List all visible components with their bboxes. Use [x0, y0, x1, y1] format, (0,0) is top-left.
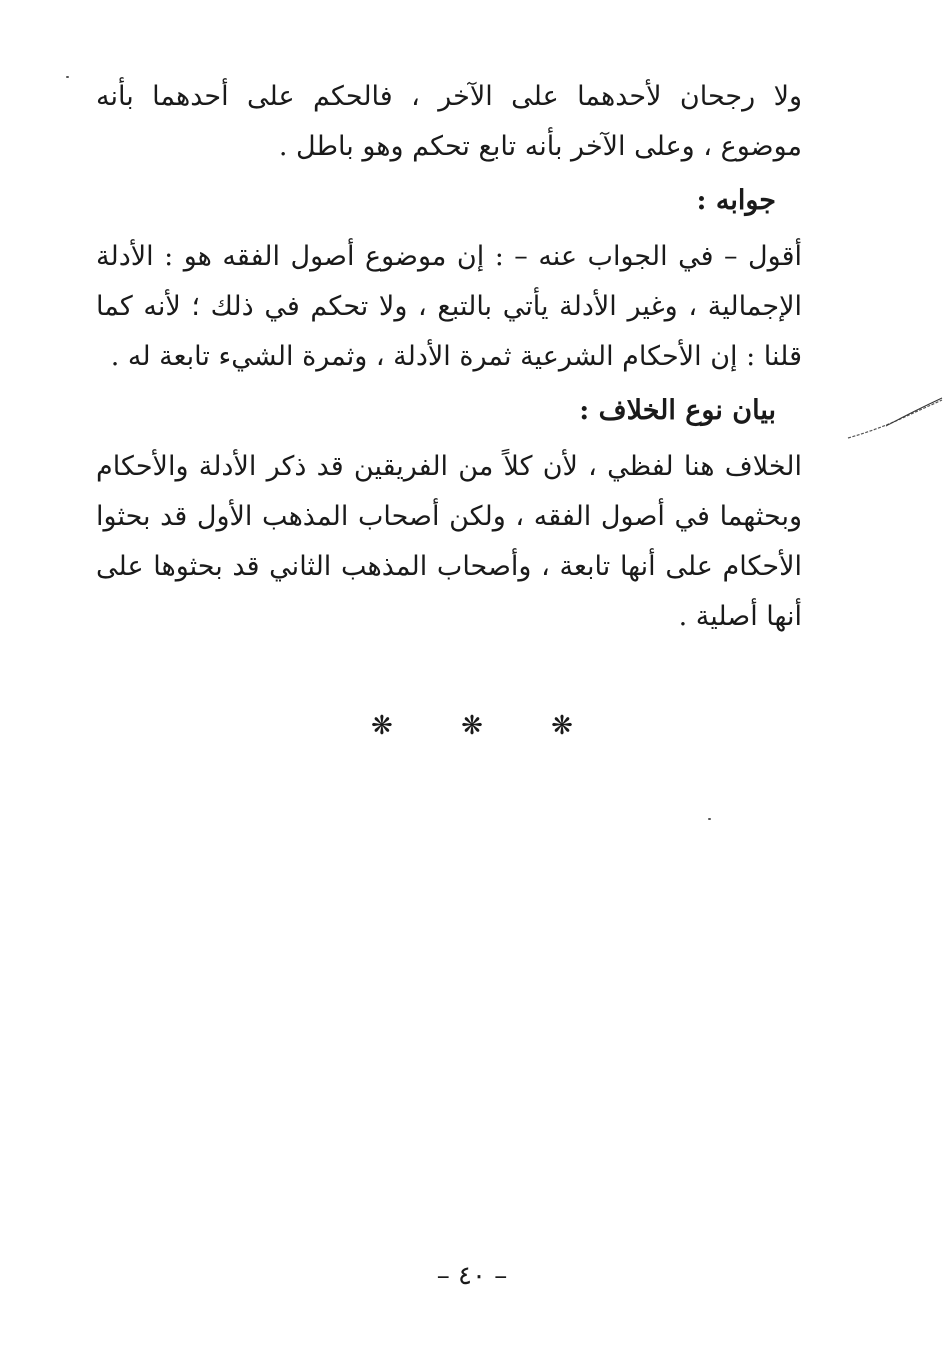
page-number: – ٤٠ –	[436, 1261, 508, 1291]
scan-speck-icon	[708, 818, 711, 820]
paragraph-dispute: الخلاف هنا لفظي ، لأن كلاً من الفريقين قد ذكر الأدلة والأحكام وبحثهما في أصول الفقه ، ولكن أصحاب المذهب الأول قد بحثوا الأحكام على أنها تابعة ، وأصحاب المذهب الثاني قد بحثوها على أنها أصلية .	[96, 451, 802, 632]
paragraph-objection-end: ولا رجحان لأحدهما على الآخر ، فالحكم على أحدهما بأنه موضوع ، وعلى الآخر بأنه تابع تحكم وهو باطل .	[96, 81, 802, 162]
heading-answer: جوابه :	[696, 185, 776, 216]
section-separator	[0, 708, 944, 744]
asterism-icon: ❋	[551, 711, 573, 741]
heading-type-of-dispute: بيان نوع الخلاف :	[579, 395, 776, 426]
asterism-icon: ❋	[461, 711, 483, 741]
margin-pen-stroke-icon	[846, 396, 944, 442]
scan-speck-icon	[66, 76, 69, 78]
paragraph-answer: أقول – في الجواب عنه – : إن موضوع أصول الفقه هو : الأدلة الإجمالية ، وغير الأدلة يأتي بالتبع ، ولا تحكم في ذلك ؛ لأنه كما قلنا : إن الأحكام الشرعية ثمرة الأدلة ، وثمرة الشيء تابعة له .	[96, 241, 802, 372]
asterism-icon: ❋	[371, 711, 393, 741]
